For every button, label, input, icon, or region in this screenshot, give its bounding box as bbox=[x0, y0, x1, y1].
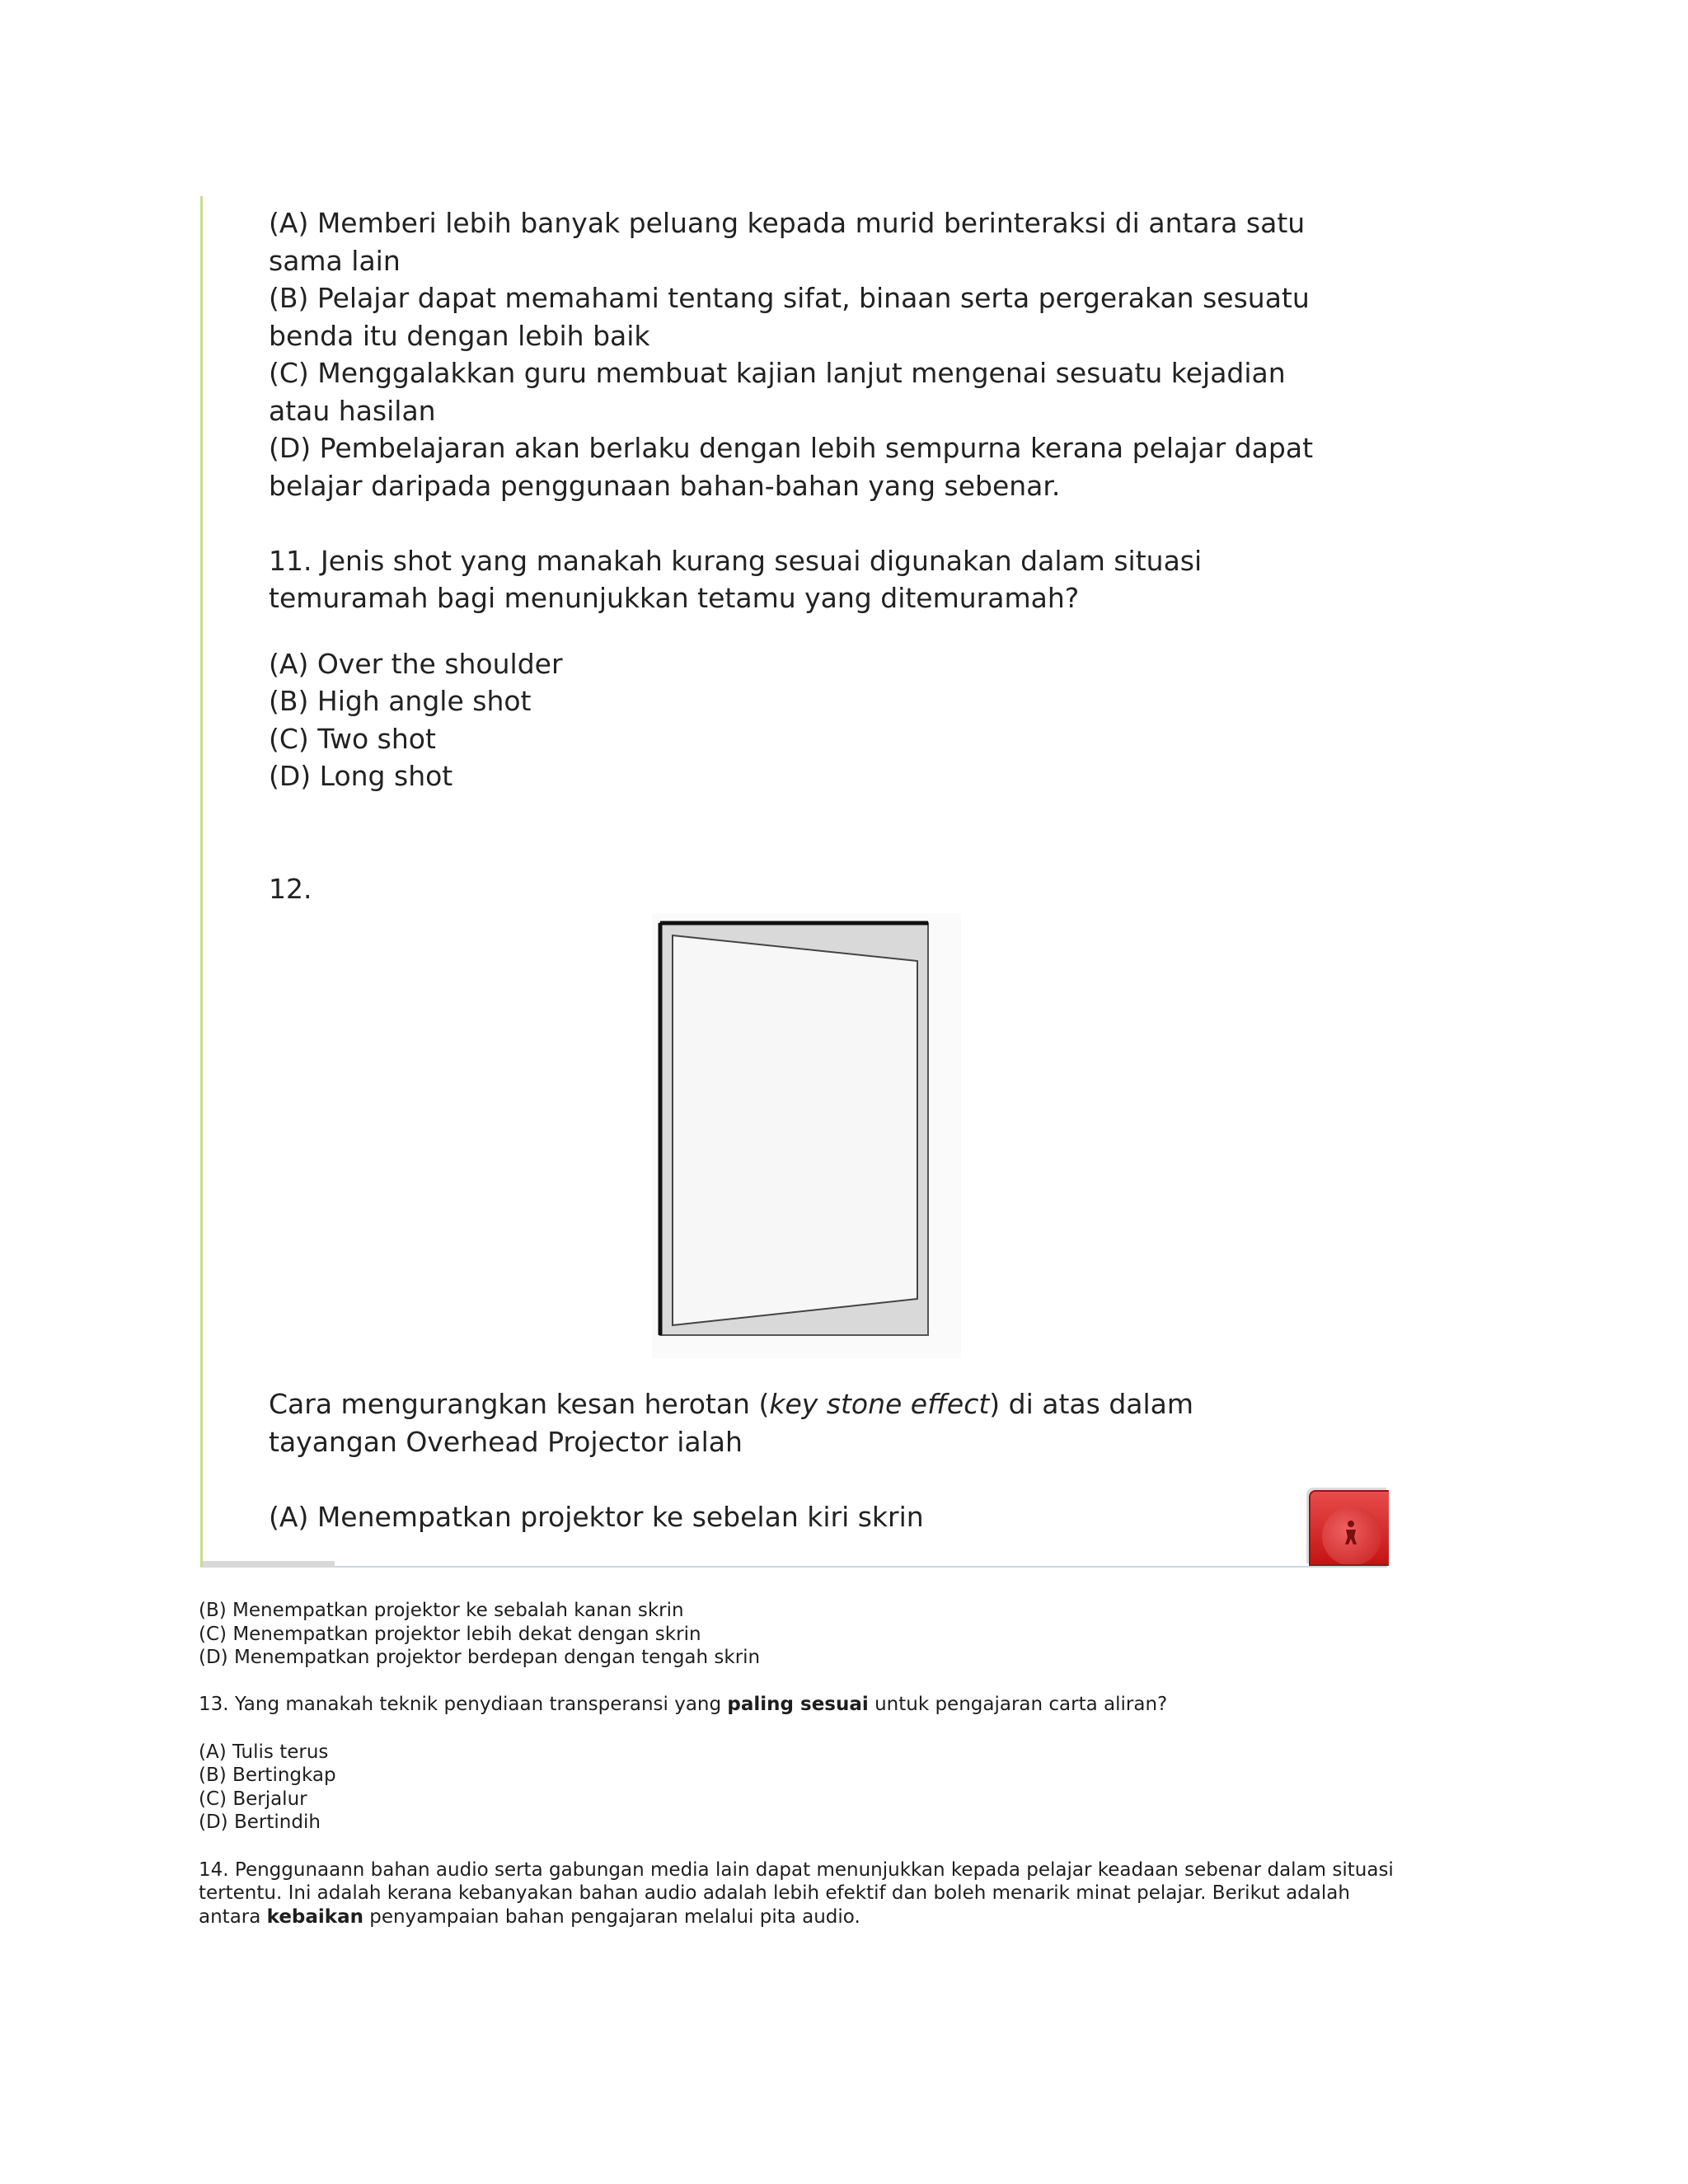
q11-option-d: (D) Long shot bbox=[269, 760, 453, 792]
q13-option-b: (B) Bertingkap bbox=[199, 1765, 336, 1787]
q13-question: 13. Yang manakah teknik penydiaan transperansi yang paling sesuai untuk pengajaran carta aliran? bbox=[199, 1694, 1168, 1716]
q11-question-line2: temuramah bagi menunjukkan tetamu yang ditemuramah? bbox=[269, 582, 1080, 614]
q10-option-c-line1: (C) Menggalakkan guru membuat kajian lanjut mengenai sesuatu kejadian bbox=[269, 357, 1286, 389]
q12-option-b: (B) Menempatkan projektor ke sebalah kanan skrin bbox=[199, 1600, 684, 1621]
q13-option-d: (D) Bertindih bbox=[199, 1811, 321, 1834]
q12-number: 12. bbox=[269, 872, 312, 905]
q10-option-d-line2: belajar daripada penggunaan bahan-bahan yang sebenar. bbox=[269, 469, 1061, 502]
q10-option-d-line1: (D) Pembelajaran akan berlaku dengan lebih sempurna kerana pelajar dapat bbox=[269, 432, 1314, 464]
q14-line3: antara kebaikan penyampaian bahan pengajaran melalui pita audio. bbox=[199, 1905, 860, 1928]
q10-option-c-line2: atau hasilan bbox=[269, 394, 436, 427]
q14-line1: 14. Penggunaann bahan audio serta gabungan media lain dapat menunjukkan kepada pelajar keadaan sebenar dalam situasi bbox=[199, 1858, 1394, 1881]
q11-option-c: (C) Two shot bbox=[269, 722, 436, 755]
q12-question-line1: Cara mengurangkan kesan herotan (key stone effect) di atas dalam bbox=[269, 1388, 1194, 1420]
q14-line2: tertentu. Ini adalah kerana kebanyakan bahan audio adalah lebih efektif dan boleh menarik minat pelajar. Berikut adalah bbox=[199, 1882, 1350, 1905]
q11-option-a: (A) Over the shoulder bbox=[269, 647, 563, 680]
q12-option-d: (D) Menempatkan projektor berdepan dengan tengah skrin bbox=[199, 1647, 761, 1669]
q13-option-c: (C) Berjalur bbox=[199, 1788, 307, 1810]
red-corner-button[interactable] bbox=[1309, 1490, 1389, 1566]
embedded-screenshot bbox=[200, 196, 1387, 1568]
horizontal-scrollbar[interactable] bbox=[203, 1561, 335, 1568]
q12-question-line2: tayangan Overhead Projector ialah bbox=[269, 1425, 743, 1458]
q10-option-a-line1: (A) Memberi lebih banyak peluang kepada murid berinteraksi di antara satu bbox=[269, 207, 1306, 239]
q11-question-line1: 11. Jenis shot yang manakah kurang sesuai digunakan dalam situasi bbox=[269, 544, 1203, 577]
document-body bbox=[199, 1599, 1451, 1929]
q10-option-b-line1: (B) Pelajar dapat memahami tentang sifat, binaan serta pergerakan sesuatu bbox=[269, 282, 1310, 314]
q12-option-a: (A) Menempatkan projektor ke sebelan kiri skrin bbox=[269, 1500, 924, 1533]
keystone-screen-diagram bbox=[652, 913, 961, 1358]
q10-option-a-line2: sama lain bbox=[269, 244, 401, 277]
q12-option-c: (C) Menempatkan projektor lebih dekat dengan skrin bbox=[199, 1623, 701, 1645]
q11-option-b: (B) High angle shot bbox=[269, 685, 532, 717]
q13-option-a: (A) Tulis terus bbox=[199, 1741, 329, 1763]
figure-icon bbox=[1342, 1520, 1360, 1544]
q10-option-b-line2: benda itu dengan lebih baik bbox=[269, 319, 650, 352]
